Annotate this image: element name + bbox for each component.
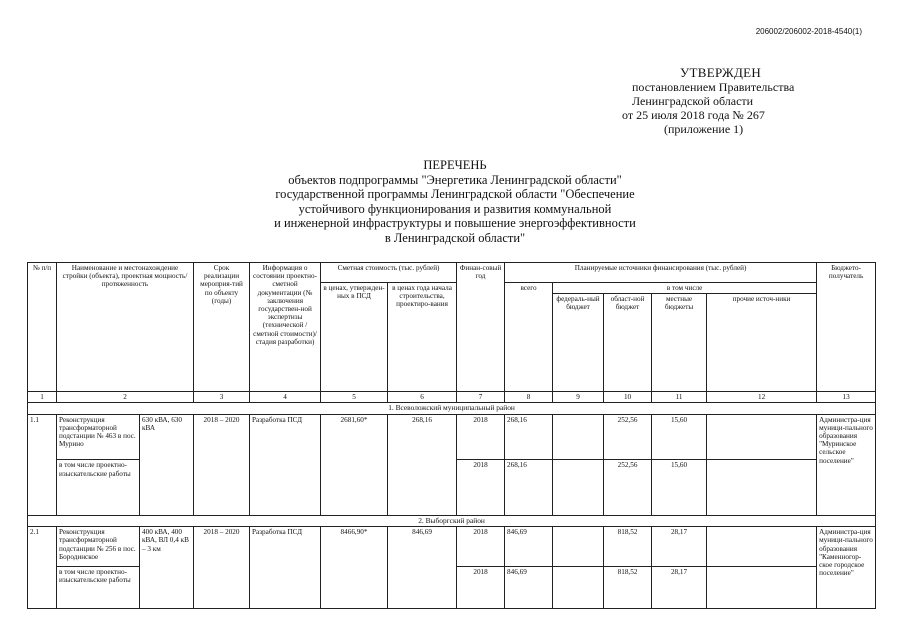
- row-num: 1.1: [28, 414, 57, 515]
- header-recipient: Бюджето-получатель: [817, 263, 876, 392]
- header-federal: федераль-ный бюджет: [553, 294, 604, 392]
- row-total: 846,69: [505, 567, 553, 609]
- header-cost-start: в ценах года начала строительства, проектиро-вания: [388, 283, 457, 392]
- object-term: 2018 – 2020: [194, 414, 250, 515]
- object-name: Реконструкция трансформаторной подстанции № 463 в пос. Мурино: [57, 414, 140, 460]
- row-total: 268,16: [505, 460, 553, 516]
- object-recipient: Администра-ция муници-пального образования "Муринское сельское поселение": [817, 414, 876, 515]
- heading-line: в Ленинградской области": [384, 230, 526, 245]
- object-term: 2018 – 2020: [194, 527, 250, 609]
- section-title: 2. Выборгский район: [28, 516, 876, 527]
- approval-line: (приложение 1): [664, 122, 744, 136]
- object-cost-start: 846,69: [388, 527, 457, 609]
- object-name: Реконструкция трансформаторной подстанции № 256 в пос. Бородинское: [57, 527, 140, 567]
- col-number: 6: [388, 392, 457, 403]
- row-regional: 818,52: [604, 527, 652, 567]
- row-local: 15,60: [652, 414, 707, 460]
- row-year: 2018: [457, 527, 505, 567]
- object-capacity: 400 кВА, 400 кВА, ВЛ 0,4 кВ – 3 км: [140, 527, 194, 609]
- object-info: Разработка ПСД: [250, 414, 321, 515]
- row-federal: [553, 460, 604, 516]
- approval-block: [620, 66, 810, 136]
- col-number: 11: [652, 392, 707, 403]
- header-cost-psd: в ценах, утвержден-ных в ПСД: [321, 283, 388, 392]
- heading-line: и инженерной инфраструктуры и повышение энергоэффективности: [274, 216, 636, 230]
- object-recipient: Администра-ция муници-пального образования "Каменногор-ское городское поселение": [817, 527, 876, 609]
- col-number: 9: [553, 392, 604, 403]
- object-cost-psd: 2681,60*: [321, 414, 388, 515]
- object-cost-psd: 8466,90*: [321, 527, 388, 609]
- header-num: № п/п: [28, 263, 57, 392]
- row-num: 2.1: [28, 527, 57, 609]
- heading-line: объектов подпрограммы "Энергетика Ленинградской области": [288, 172, 622, 187]
- object-info: Разработка ПСД: [250, 527, 321, 609]
- objects-table: [27, 262, 876, 609]
- header-sources: Планируемые источники финансирования (тыс. рублей): [505, 263, 817, 283]
- header-cost: Сметная стоимость (тыс. рублей): [321, 263, 457, 283]
- approval-line: постановлением Правительства: [632, 80, 795, 94]
- col-number: 3: [194, 392, 250, 403]
- section-title: 1. Всеволожский муниципальный район: [28, 403, 876, 414]
- row-other: [707, 567, 817, 609]
- row-regional: 252,56: [604, 414, 652, 460]
- document-id: 206002/206002-2018-4540(1): [755, 27, 862, 36]
- heading-line: государственной программы Ленинградской области "Обеспечение: [275, 187, 635, 201]
- header-name: Наименование и местонахождение стройки (объекта), проектная мощность/ протяженность: [57, 263, 194, 392]
- object-cost-start: 268,16: [388, 414, 457, 515]
- row-regional: 818,52: [604, 567, 652, 609]
- row-other: [707, 414, 817, 460]
- row-federal: [553, 414, 604, 460]
- col-number: 7: [457, 392, 505, 403]
- col-number: 2: [57, 392, 194, 403]
- header-local: местные бюджеты: [652, 294, 707, 392]
- object-capacity: 630 кВА, 630 кВА: [140, 414, 194, 515]
- row-regional: 252,56: [604, 460, 652, 516]
- col-number: 4: [250, 392, 321, 403]
- header-info: Информация о состоянии проектно-сметной документации (№ заключения государствен-ной экспертизы (технической / сметной стоимости)/ стадия разработки): [250, 263, 321, 392]
- header-incl: в том числе: [553, 283, 817, 294]
- row-local: 28,17: [652, 527, 707, 567]
- row-other: [707, 527, 817, 567]
- row-federal: [553, 527, 604, 567]
- header-regional: област-ной бюджет: [604, 294, 652, 392]
- col-number: 5: [321, 392, 388, 403]
- row-other: [707, 460, 817, 516]
- row-total: 268,16: [505, 414, 553, 460]
- col-number: 13: [817, 392, 876, 403]
- approval-line: Ленинградской области: [632, 94, 754, 108]
- row-year: 2018: [457, 567, 505, 609]
- row-local: 15,60: [652, 460, 707, 516]
- col-number: 12: [707, 392, 817, 403]
- approval-title: УТВЕРЖДЕН: [680, 65, 762, 80]
- row-year: 2018: [457, 414, 505, 460]
- header-total: всего: [505, 283, 553, 392]
- col-number: 10: [604, 392, 652, 403]
- row-federal: [553, 567, 604, 609]
- row-local: 28,17: [652, 567, 707, 609]
- object-incl-label: в том числе проектно-изыскательские работы: [57, 460, 140, 516]
- header-year: Финан-совый год: [457, 263, 505, 392]
- approval-line: от 25 июля 2018 года № 267: [622, 108, 765, 122]
- row-total: 846,69: [505, 527, 553, 567]
- col-number: 8: [505, 392, 553, 403]
- header-term: Срок реализации мероприя-тий по объекту (годы): [194, 263, 250, 392]
- header-other: прочие источ-ники: [707, 294, 817, 392]
- heading-line: устойчивого функционирования и развития коммунальной: [298, 201, 612, 216]
- document-heading: [240, 158, 670, 245]
- heading-title: ПЕРЕЧЕНЬ: [423, 158, 487, 172]
- col-number: 1: [28, 392, 57, 403]
- row-year: 2018: [457, 460, 505, 516]
- object-incl-label: в том числе проектно-изыскательские работы: [57, 567, 140, 609]
